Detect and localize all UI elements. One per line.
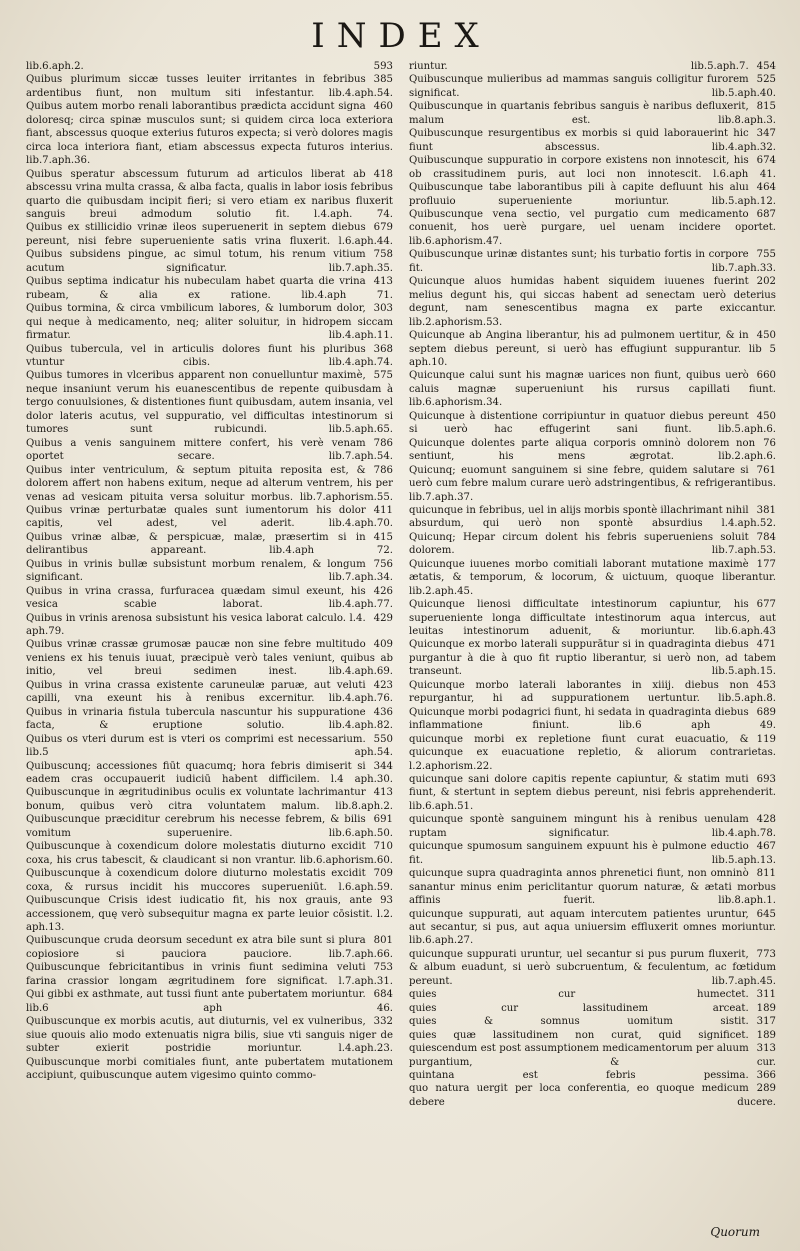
entry-page-number: 413 [373,787,393,799]
entry-text: Quicunq; Hepar circum dolent his febris superueniens soluit dolorem. lib.7.aph.53. [409,531,776,557]
index-entry [26,504,393,531]
entry-page-number: 119 [756,733,776,745]
entry-page-number: 436 [373,706,393,718]
entry-text: quo natura uergit per loca conferentia, eo quoque medicum debere ducere. [409,1083,776,1108]
entry-text: Quibuscunque ex morbis acutis, aut diuturnis, vel ex vulneribus, siue quouis alio modo extenuatis nigra bilis, siue vti sanguis niger de subter exierit postridie moriuntur. l.4.aph.23. [26,1016,393,1055]
index-entry [409,867,776,907]
index-entry [26,786,393,813]
entry-text: Quicunque à distentione corripiuntur in quatuor diebus pereunt si uerò hac effugerint sani fiunt. lib.5.aph.6. [409,410,776,436]
index-entry [26,840,393,867]
index-entry [409,100,776,127]
page-title: INDEX [311,16,491,56]
entry-text: Quibus inter ventriculum, & septum pituita reposita est, & dolorem affert non habens exitum, neque ad alterum ventrem, his per venas ad vesicam pituita versa soluitur morbus. lib.7.aphorism.55. [26,464,393,503]
index-entry [409,464,776,504]
entry-text: Quicunque iuuenes morbo comitiali laborant mutatione maximè ætatis, & temporum, & locorum, & uictuum, quoque liberantur. lib.2.aph.45. [409,558,776,597]
index-entry [409,60,776,73]
entry-text: Quibus tubercula, vel in articulis dolores fiunt his pluribus vtuntur cibis. lib.4.aph.74. [26,343,393,368]
index-entry [26,988,393,1015]
index-entry [409,329,776,369]
index-entry [409,531,776,558]
entry-text: Quibuscunque mulieribus ad mammas sanguis colligitur furorem significat. lib.5.aph.40. [409,74,776,99]
entry-page-number: 415 [373,531,393,543]
entry-page-number: 347 [756,128,776,140]
entry-text: quicunque spumosum sanguinem expuunt his è pulmone eductio fit. lib.5.aph.13. [409,841,776,866]
index-entry [26,221,393,248]
entry-page-number: 366 [756,1069,776,1081]
entry-page-number: 453 [756,679,776,691]
entry-page-number: 593 [373,61,393,72]
entry-text: Quicunque dolentes parte aliqua corporis omninò dolorem non sentiunt, his mens ægrotat. lib.2.aph.6. [409,437,776,463]
entry-page-number: 423 [373,679,393,691]
index-entry [409,275,776,329]
index-entry [409,1042,776,1069]
entry-page-number: 426 [373,585,393,597]
entry-text: lib.6.aph.2. [26,61,84,72]
entry-page-number: 464 [756,182,776,194]
index-entry [26,638,393,678]
entry-page-number: 693 [756,774,776,786]
entry-text: quies cur humectet. [409,989,749,1001]
entry-text: quies cur lassitudinem arceat. [409,1002,749,1014]
index-entry [409,813,776,840]
index-entry [409,679,776,706]
entry-page-number: 471 [756,639,776,651]
entry-page-number: 786 [373,437,393,449]
index-entry [409,1029,776,1042]
entry-page-number: 429 [373,612,393,624]
index-entry [26,1015,393,1055]
index-entry [409,369,776,409]
index-entry [26,894,393,934]
entry-page-number: 677 [756,599,776,611]
entry-page-number: 93 [380,895,393,907]
entry-text: Quibuscunq; accessiones fiūt quacumq; hora febris dimiserit si eadem cras occupauerit iudiciū habent difficilem. l.4 aph.30. [26,760,393,786]
entry-page-number: 76 [763,437,776,449]
catchword: Quorum [710,1225,760,1239]
entry-text: quicunque spontè sanguinem mingunt his à renibus uenulam ruptam significatur. lib.4.aph.78. [409,814,776,839]
index-entry [26,369,393,436]
entry-text: Quibus tormina, & circa vmbilicum labores, & lumborum dolor, qui neque à medicamento, neq; aliter soluitur, in hidropem siccam firmatur. lib.4.aph.11. [26,303,393,342]
entry-text: Quibus ex stillicidio vrinæ ileos superuenerit in septem diebus pereunt, nisi febre superueniente satis vrina fluxerit. l.6.aph.44. [26,222,393,247]
index-entry [409,154,776,181]
entry-text: Quicunque ab Angina liberantur, his ad pulmonem uertitur, & in septem diebus pereunt, si uerò has effugiunt suppurantur. lib 5 aph.10. [409,330,776,368]
entry-text: quies & somnus uomitum sistit. [409,1016,749,1028]
entry-text: quicunque sani dolore capitis repente capiuntur, & statim muti fiunt, & stertunt in septem diebus pereunt, nisi febris apprehenderit. lib.6.aph.51. [409,774,776,812]
entry-text: quicunque supra quadraginta annos phrenetici fiunt, non omninò sanantur minus enim periclitantur quorum naturæ, & ætati morbus affinis fuerit. lib.8.aph.1. [409,868,776,907]
entry-page-number: 710 [373,841,393,853]
entry-page-number: 303 [373,303,393,315]
entry-page-number: 317 [756,1016,776,1028]
entry-text: Qui gibbi ex asthmate, aut tussi fiunt ante pubertatem moriuntur. lib.6 aph 46. [26,989,393,1014]
entry-text: quies quæ lassitudinem non curat, quid significet. [409,1029,749,1041]
entry-page-number: 202 [756,276,776,288]
index-entry [26,867,393,894]
index-entry [26,813,393,840]
entry-page-number: 645 [756,908,776,920]
entry-page-number: 177 [756,558,776,570]
index-entry [409,988,776,1001]
entry-page-number: 460 [373,101,393,113]
entry-text: quiescendum est post assumptionem medicamentorum per aluum purgantium, & cur. [409,1043,776,1068]
entry-page-number: 454 [756,61,776,72]
entry-text: Quibuscunque in quartanis febribus sanguis è naribus defluxerit, malum est. lib.8.aph.3. [409,101,776,126]
index-entry [409,73,776,100]
index-entry [26,961,393,988]
entry-text: Quibus in vrina crassa existente caruneulæ paruæ, aut veluti capilli, vna exeunt his à renibus excernitur. lib.4.aph.76. [26,679,393,705]
entry-text: Quibus in vrinaria fistula tubercula nascuntur his suppuratione facta, & eruptione solutio. lib.4.aph.82. [26,706,393,732]
index-entry [409,840,776,867]
index-entry [26,302,393,342]
entry-page-number: 411 [373,504,393,516]
index-entry [409,1002,776,1015]
entry-text: Quibus subsidens pingue, ac simul totum, his renum vitium acutum significatur. lib.7.aph.35. [26,249,393,274]
page-header [26,0,776,60]
entry-page-number: 660 [756,370,776,382]
entry-page-number: 773 [756,948,776,960]
index-entry [409,127,776,154]
entry-page-number: 691 [373,814,393,826]
entry-page-number: 311 [756,989,776,1001]
index-entry [26,275,393,302]
index-entry [409,208,776,248]
entry-page-number: 450 [756,330,776,342]
entry-text: Quicunque aluos humidas habent siquidem iuuenes fuerint melius degunt his, qui siccas habent ad senectam uerò deterius degunt, nam senescentibus magna ex parte exiccantur. lib.2.aphorism.53. [409,276,776,328]
entry-page-number: 786 [373,464,393,476]
index-entry [409,706,776,733]
entry-page-number: 687 [756,208,776,220]
entry-page-number: 575 [373,370,393,382]
entry-text: Quibus plurimum siccæ tusses leuiter irritantes in febribus ardentibus fiunt, non multum siti infestantur. lib.4.aph.54. [26,74,393,99]
entry-page-number: 811 [756,868,776,880]
entry-text: Quibus vrinæ perturbatæ quales sunt iumentorum his dolor capitis, vel adest, vel aderit. lib.4.aph.70. [26,504,393,530]
right-column [409,60,776,1109]
entry-page-number: 428 [756,814,776,826]
entry-text: Quibuscunque in ægritudinibus oculis ex voluntate lachrimantur bonum, quibus verò citra voluntatem malum. lib.8.aph.2. [26,787,393,812]
index-entry [409,504,776,531]
index-entry [409,948,776,988]
entry-text: quicunque in febribus, uel in alijs morbis spontè illachrimant nihil absurdum, qui uerò non spontè absurdius l.4.aph.52. [409,504,776,530]
index-entry [26,733,393,760]
entry-text: quintana est febris pessima. [409,1069,749,1081]
entry-text: Quicunque morbi podagrici fiunt, hi sedata in quadraginta diebus inflammatione finiunt. lib.6 aph 49. [409,706,776,732]
index-entry [26,585,393,612]
entry-text: Quibus speratur abscessum futurum ad articulos liberat ab abscessu vrina multa crassa, & alba facta, qualis in labor iosis febribus quarto die quibusdam incipit fieri; si vero etiam ex naribus fluxerit sanguis breui admodum solutio fit. l.4.aph. 74. [26,168,393,220]
index-entry [26,612,393,639]
index-entry [409,558,776,598]
entry-text: Quicunque ex morbo laterali suppurātur si in quadraginta diebus purgantur à die à quo fit ruptio liberantur, si uerò non, ad tabem transeunt. lib.5.aph.15. [409,639,776,678]
entry-page-number: 674 [756,155,776,167]
entry-page-number: 689 [756,706,776,718]
index-entry [26,248,393,275]
entry-text: Quicunq; euomunt sanguinem si sine febre, quidem salutare si uerò cum febre malum curare uerò adstringentibus, & refrigerantibus. lib.7.aph.37. [409,464,776,503]
entry-page-number: 413 [373,276,393,288]
entry-text: Quibus autem morbo renali laborantibus prædicta accidunt signa doloresq; circa spinæ musculos sunt; si quidem circa loca exteriora fiant, abscessus quoque exterius futuros expecta; si verò dolores magis circa loca interiora fiant, etiam abscessus expecta futuros interius. lib.7.aph.36. [26,101,393,167]
entry-page-number: 756 [373,558,393,570]
index-entry [409,638,776,678]
left-column [26,60,393,1109]
index-entry [26,73,393,100]
index-entry [409,773,776,813]
entry-page-number: 189 [756,1002,776,1014]
entry-text: Quibuscunque febricitantibus in vrinis fiunt sedimina veluti farina crassior longam ægritudinem fore significat. l.7.aph.31. [26,962,393,987]
entry-text: Quibuscunque vena sectio, vel purgatio cum medicamento conuenit, hos uerè purgare, uel uenam incidere oportet. lib.6.aphorism.47. [409,208,776,247]
entry-text: quicunque suppurati uruntur, uel secantur si pus purum fluxerit, & album euadunt, si uerò subcruentum, & feculentum, ac fœtidum pereunt. lib.7.aph.45. [409,948,776,987]
entry-text: Quibus vrinæ crassæ grumosæ paucæ non sine febre multitudo veniens ex his tenuis iuuat, præcipuè verò tales veniunt, quibus ab initio, vel breui sedimen inest. lib.4.aph.69. [26,639,393,678]
entry-page-number: 709 [373,868,393,880]
entry-text: Quibuscunque resurgentibus ex morbis si quid laborauerint hic fiunt abscessus. lib.4.aph.32. [409,128,776,153]
entry-text: Quibus septima indicatur his nubeculam habet quarta die vrina rubeam, & alia ex ratione. lib.4.aph 71. [26,276,393,301]
entry-page-number: 313 [756,1043,776,1055]
entry-page-number: 550 [373,733,393,745]
index-entry [26,760,393,787]
entry-page-number: 189 [756,1029,776,1041]
index-entry [26,706,393,733]
entry-text: Quibuscunque à coxendicum dolore molestatis diuturno excidit coxa, his crus tabescit, & claudicant si non vrantur. lib.6.aphorism.60. [26,841,393,866]
index-entry [409,908,776,948]
entry-text: Quibuscunque urinæ distantes sunt; his turbatio fortis in corpore fit. lib.7.aph.33. [409,249,776,274]
entry-page-number: 418 [373,168,393,180]
index-entry [409,1082,776,1109]
index-entry [409,437,776,464]
entry-text: Quibuscunque à coxendicum dolore diuturno molestatis excidit coxa, & rursus incidit his muccores superueniūt. l.6.aph.59. [26,868,393,893]
index-entry [26,343,393,370]
entry-text: Quibuscunque tabe laborantibus pili à capite defluunt his aluı profluuio superueniente moriuntur. lib.5.aph.12. [409,182,776,207]
entry-text: Quibus os vteri durum est is vteri os comprimi est necessarium. lib.5 aph.54. [26,733,393,759]
entry-page-number: 409 [373,639,393,651]
index-entry [26,168,393,222]
entry-page-number: 815 [756,101,776,113]
entry-text: Quicunque morbo laterali laborantes in xiiij. diebus non repurgantur, hi ad suppurationem uertuntur. lib.5.aph.8. [409,679,776,705]
entry-text: Quibus tumores in vlceribus apparent non conuelluntur maximè, neque insaniunt verum his euanescentibus de repente quibusdam à tergo conuulsiones, & distentiones fiunt quibusdam, autem insania, vel dolor lateris acutus, vel suppuratio, vel difficultas intestinorum si tumores sunt rubicundi. lib.5.aph.65. [26,370,393,436]
entry-page-number: 368 [373,343,393,355]
entry-text: Quibus in vrinis bullæ subsistunt morbum renalem, & longum significant. lib.7.aph.34. [26,558,393,584]
entry-page-number: 289 [756,1083,776,1095]
entry-page-number: 801 [373,935,393,947]
entry-page-number: 761 [756,464,776,476]
index-entry [26,464,393,504]
entry-text: Quibuscunque cruda deorsum secedunt ex atra bile sunt si plura copiosiore si pauciora pauciore. lib.7.aph.66. [26,935,393,960]
index-entry [26,60,393,73]
entry-text: Quibus vrinæ albæ, & perspicuæ, malæ, præsertim si in delirantibus appareant. lib.4.aph 72. [26,531,393,557]
entry-page-number: 753 [373,962,393,974]
entry-text: Quibuscunque suppuratio in corpore existens non innotescit, his ob crassitudinem puris, aut loci non innotescit. l.6.aph 41. [409,155,776,180]
entry-page-number: 679 [373,222,393,234]
entry-text: quicunque suppurati, aut aquam intercutem patientes uruntur, aut secantur, si pus, aut aqua uniuersim effluxerit omnes moriuntur. lib.6.aph.27. [409,908,776,947]
index-entry [26,437,393,464]
index-entry [409,410,776,437]
entry-text: Quibus in vrina crassa, furfuracea quædam simul exeunt, his vesica scabie laborat. lib.4.aph.77. [26,585,393,611]
index-entry [409,248,776,275]
entry-page-number: 450 [756,410,776,422]
index-entry [409,1015,776,1028]
entry-page-number: 385 [373,74,393,86]
index-entry [26,934,393,961]
entry-text: riuntur. lib.5.aph.7. [409,61,749,72]
index-entry [409,1069,776,1082]
entry-page-number: 755 [756,249,776,261]
index-columns [26,60,776,1109]
index-entry [409,598,776,638]
entry-page-number: 684 [373,989,393,1001]
entry-page-number: 758 [373,249,393,261]
entry-page-number: 784 [756,531,776,543]
entry-text: Quibuscunque præciditur cerebrum his necesse febrem, & bilis vomitum superuenire. lib.6.aph.50. [26,814,393,839]
entry-text: Quicunque calui sunt his magnæ uarices non fiunt, quibus uerò caluis magnæ superueniunt his rursus capillati fiunt. lib.6.aphorism.34. [409,370,776,409]
index-entry [26,1056,393,1083]
entry-text: Quibuscunque Crisis idest iudicatio fit, his nox grauis, ante accessionem, quę verò subsequitur magna ex parte leuior cōsistit. l.2. aph.13. [26,895,393,933]
index-entry [409,733,776,773]
entry-page-number: 525 [756,74,776,86]
index-entry [409,181,776,208]
entry-page-number: 467 [756,841,776,853]
entry-page-number: 381 [756,504,776,516]
entry-text: Quibus a venis sanguinem mittere confert, his verè venam oportet secare. lib.7.aph.54. [26,437,393,463]
entry-text: Quibuscunque morbi comitiales fiunt, ante pubertatem mutationem accipiunt, quibuscunque autem vigesimo quinto commo- [26,1056,393,1081]
entry-text: Quibus in vrinis arenosa subsistunt his vesica laborat calculo. l.4. aph.79. [26,612,366,638]
index-entry [26,100,393,167]
index-entry [26,531,393,558]
entry-page-number: 332 [373,1016,393,1028]
index-entry [26,558,393,585]
entry-page-number: 344 [373,760,393,772]
entry-text: Quicunque lienosi difficultate intestinorum capiuntur, his superueniente longa difficultate intestinorum aqua intercus, aut leuitas intestinorum aduenit, & moriuntur. lib.6.aph.43 [409,599,776,638]
index-entry [26,679,393,706]
entry-text: quicunque morbi ex repletione fiunt curat euacuatio, & quicunque ex euacuatione repletio, & aliorum contrarietas. l.2.aphorism.22. [409,733,776,772]
